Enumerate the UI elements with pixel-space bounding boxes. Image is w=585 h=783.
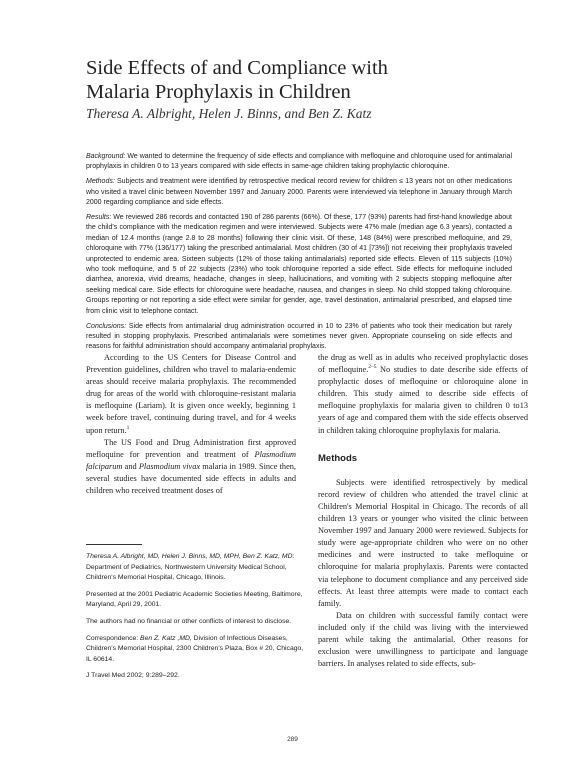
reference-marker: 2–5 [368, 364, 377, 371]
methods-text: Subjects and treatment were identified by retrospective medical record review for children ≤ 13 years not on other medications who visited a travel clinic between November 1997 and January 2000. Parents were interviewed via telephone in January through March 2000 regarding compliance and side effects. [86, 178, 512, 207]
reference-marker: 1 [126, 424, 130, 431]
intro-cont-text: the drug as well as in adults who received prophylactic doses of mefloquine. [318, 353, 528, 375]
abstract-methods [86, 177, 512, 208]
conclusions-text: Side effects from antimalarial drug administration occurred in 10 to 23% of patients who took their medication but rarely resulted in stopping prophylaxis. Prescribed antimalarials were sometimes never given. Appropriate counseling on side effects and reasons for faithful administration should accompany antimalarial prophylaxis. [86, 322, 512, 351]
species-name-vivax: Plasmodium vivax [138, 461, 201, 471]
methods-paragraph-1: Subjects were identified retrospectively by medical record review of children who attended the travel clinic at Children's Memorial Hospital in Chicago. The records of all children 13 years or younger who visited the clinic between November 1997 and January 2000 were reviewed. Subjects for study were age-appropriate children who were on no other medicines and were instructed to take mefloquine or chloroquine for malaria prophylaxis. Parents were contacted via telephone to document compliance and any perceived side effects. At least three attempts were made to contact each family. [318, 477, 528, 608]
intro-paragraph-2 [86, 437, 296, 497]
methods-paragraph-2: Data on children with successful family contact were included only if the child was living with the interviewed parent while taking the antimalarial. Other reasons for exclusion were unwillingness to participate and language barriers. In analyses related to side effects, sub- [318, 610, 528, 669]
footnote-presented: Presented at the 2001 Pediatric Academic Societies Meeting, Baltimore, Maryland, April 29, 2001. [86, 590, 303, 609]
species-name-falciparum: Plasmodium falciparum [86, 449, 296, 471]
footnote-affiliation [86, 552, 306, 584]
page-number: 289 [287, 736, 298, 743]
correspondence-name: Ben Z. Katz ,MD, [138, 634, 192, 642]
abstract-conclusions [86, 322, 512, 353]
title-line-2: Malaria Prophylaxis in Children [86, 81, 351, 103]
footnote-separator [86, 544, 142, 545]
footnote-conflict: The authors had no financial or other conflicts of interest to disclose. [86, 617, 292, 625]
article-title [86, 56, 526, 104]
body-column-left [86, 352, 296, 497]
methods-label: Methods: [86, 178, 115, 186]
footnote-correspondence [86, 634, 306, 666]
intro-p1-text: According to the US Centers for Disease Control and Prevention guidelines, children who travel to malaria-endemic areas should receive malaria prophylaxis. The recommended drug for areas of the world with chloroquine-resistant malaria is mefloquine (Lariam). It is given once weekly, beginning 1 week before travel, continuing during travel, and for 4 weeks upon return. [86, 353, 296, 435]
title-line-1: Side Effects of and Compliance with [86, 57, 388, 79]
correspondence-address: Division of Infectious Diseases, Children's Memorial Hospital, 2300 Children's Plaza, Box # 20, Chicago, IL 60614. [86, 634, 304, 663]
section-heading-methods: Methods [318, 452, 358, 464]
correspondence-label: Correspondence: [86, 634, 139, 642]
intro-paragraph-continued [318, 352, 528, 437]
background-text: We wanted to determine the frequency of side effects and compliance with mefloquine and chloroquine used for antimalarial prophylaxis in children 0 to 13 years compared with side effects in same-age children taking prophylactic chloroquine. [86, 153, 512, 171]
intro-paragraph-1 [86, 352, 296, 437]
intro-p2-text-b: and [122, 461, 139, 471]
author-list: Theresa A. Albright, Helen J. Binns, and Ben Z. Katz [86, 106, 372, 121]
intro-p2-text-c: malaria in 1989. Since then, several studies have documented side effects in adults and children who received treatment doses of [86, 461, 296, 496]
body-column-right [318, 352, 528, 670]
abstract-background [86, 152, 512, 173]
results-text: We reviewed 286 records and contacted 190 of 286 parents (66%). Of these, 177 (93%) parents had first-hand knowledge about the child's compliance with the medication regimen and were interviewed. Subjects were 47% male (median age 6.3 years), contacted a median of 12.4 months (range 2.8 to 28 months) following their clinic visit. Of these, 148 (84%) were prescribed mefloquine, and 29, chloroquine with 77% (136/177) taking the prescribed antimalarial. Most children (30 of 41 [73%]) not receiving their prophylaxis traveled unprotected to endemic area. Sixteen subjects (12% of those taking antimalarials) reported side effects. Eleven of 115 subjects (10%) who took mefloquine, and 5 of 22 subjects (23%) who took chloroquine reported a side effect. Side effects for mefloquine included diarrhea, anorexia, vivid dreams, headache, changes in sleep, hallucinations, and vomiting with 2 subjects stopping mefloquine after seeking medical care. Side effects for chloroquine were headache, nausea, and changes in sleep. No child stopped taking chloroquine. Groups reporting or not reporting a side effect were similar for gender, age, travel destination, antimalarial prescribed, and elapsed time from clinic visit to telephone contact. [86, 214, 512, 315]
results-label: Results: [86, 214, 112, 222]
intro-cont-text-b: No studies to date describe side effects of prophylactic doses of mefloquine or chloroquine alone in children. This study aimed to describe side effects of mefloquine prophylaxis for malaria given to children 0 to13 years of age and compared them with the side effects observed in children taking chloroquine prophylaxis for malaria. [318, 365, 528, 435]
footnote-journal-citation: J Travel Med 2002; 9:289–292. [86, 672, 180, 680]
affiliation-names: Theresa A. Albright, MD, Helen J. Binns, MD, MPH, Ben Z. Katz, MD: [86, 553, 295, 560]
intro-p2-text-a: The US Food and Drug Administration first approved mefloquine for prevention and treatment of [86, 437, 296, 459]
conclusions-label: Conclusions: [86, 322, 127, 330]
abstract-results [86, 213, 512, 317]
affiliation-text: Department of Pediatrics, Northwestern University Medical School, Children's Memorial Hospital, Chicago, Illinois. [86, 563, 287, 582]
footnotes [86, 552, 306, 688]
background-label: Background: [86, 153, 126, 160]
abstract [86, 152, 512, 357]
